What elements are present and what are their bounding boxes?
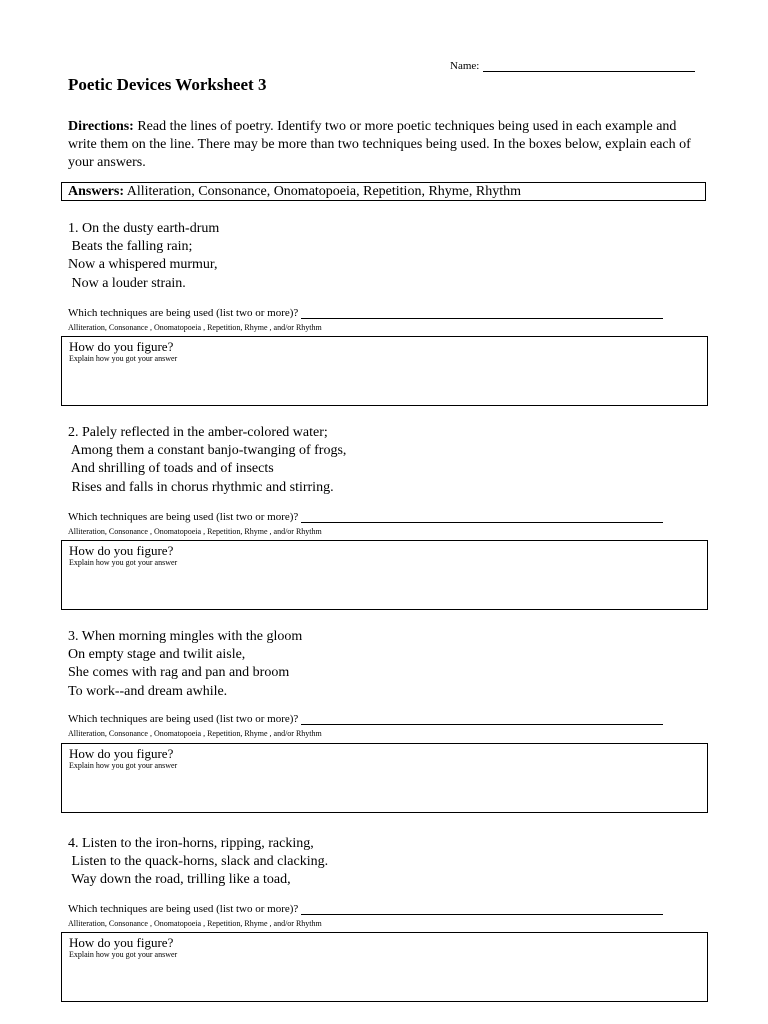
poem-line: Among them a constant banjo-twanging of frogs, [68,443,347,459]
worksheet-title: Poetic Devices Worksheet 3 [68,75,267,94]
answers-list: Alliteration, Consonance, Onomatopoeia, Repetition, Rhyme, Rhythm [124,184,521,199]
directions-text: Read the lines of poetry. Identify two or more poetic techniques being used in each example and write them on the line. There may be more than two techniques being used. In the boxes below, explain each of your answers. [68,119,691,170]
techniques-prompt: Which techniques are being used (list two or more)? [68,713,299,725]
explanation-title: How do you figure? [69,746,174,761]
directions-paragraph [68,118,708,172]
poem-line: Rises and falls in chorus rhythmic and stirring. [68,479,334,495]
poem-line: And shrilling of toads and of insects [68,461,274,477]
poem-line: She comes with rag and pan and broom [68,665,290,681]
poem-excerpt-2 [68,424,346,497]
explanation-hint: Explain how you got your answer [69,354,178,363]
techniques-prompt: Which techniques are being used (list two or more)? [68,511,299,523]
poem-line: 1. On the dusty earth-drum [68,221,220,236]
techniques-question-2 [68,511,663,523]
explanation-hint: Explain how you got your answer [69,950,178,959]
techniques-answer-line-1[interactable] [301,308,663,319]
poem-line: Now a whispered murmur, [68,257,218,273]
poem-excerpt-1 [68,220,219,293]
directions-label: Directions: [68,119,134,134]
options-list-1: Alliteration, Consonance , Onomatopoeia , Repetition, Rhyme , and/or Rhythm [68,323,322,332]
poem-line: Listen to the quack-horns, slack and clacking. [68,854,329,870]
explanation-box-3[interactable] [61,743,708,813]
poem-line: Way down the road, trilling like a toad, [68,872,291,888]
techniques-answer-line-4[interactable] [301,904,663,915]
options-list-4: Alliteration, Consonance , Onomatopoeia , Repetition, Rhyme , and/or Rhythm [68,919,322,928]
techniques-prompt: Which techniques are being used (list two or more)? [68,307,299,319]
techniques-question-3 [68,713,663,725]
techniques-prompt: Which techniques are being used (list two or more)? [68,903,299,915]
poem-line: Now a louder strain. [68,275,186,291]
poem-excerpt-3 [68,628,302,701]
techniques-answer-line-2[interactable] [301,512,663,523]
name-label: Name: [450,60,480,72]
explanation-box-4[interactable] [61,932,708,1002]
techniques-question-4 [68,903,663,915]
techniques-answer-line-3[interactable] [301,714,663,725]
techniques-question-1 [68,307,663,319]
poem-excerpt-4 [68,835,328,890]
name-input-line[interactable] [483,60,695,72]
explanation-box-1[interactable] [61,336,708,406]
poem-line: 4. Listen to the iron-horns, ripping, racking, [68,836,314,851]
explanation-box-2[interactable] [61,540,708,610]
explanation-title: How do you figure? [69,543,174,558]
poem-line: 2. Palely reflected in the amber-colored water; [68,425,328,440]
poem-line: 3. When morning mingles with the gloom [68,629,303,644]
options-list-2: Alliteration, Consonance , Onomatopoeia , Repetition, Rhyme , and/or Rhythm [68,527,322,536]
answers-label: Answers: [68,184,124,199]
explanation-hint: Explain how you got your answer [69,761,178,770]
answers-box [61,182,706,201]
poem-line: Beats the falling rain; [68,239,193,255]
name-field [450,60,695,72]
poem-line: To work--and dream awhile. [68,683,228,699]
explanation-hint: Explain how you got your answer [69,558,178,567]
explanation-title: How do you figure? [69,935,174,950]
poem-line: On empty stage and twilit aisle, [68,647,246,663]
options-list-3: Alliteration, Consonance , Onomatopoeia , Repetition, Rhyme , and/or Rhythm [68,729,322,738]
explanation-title: How do you figure? [69,339,174,354]
